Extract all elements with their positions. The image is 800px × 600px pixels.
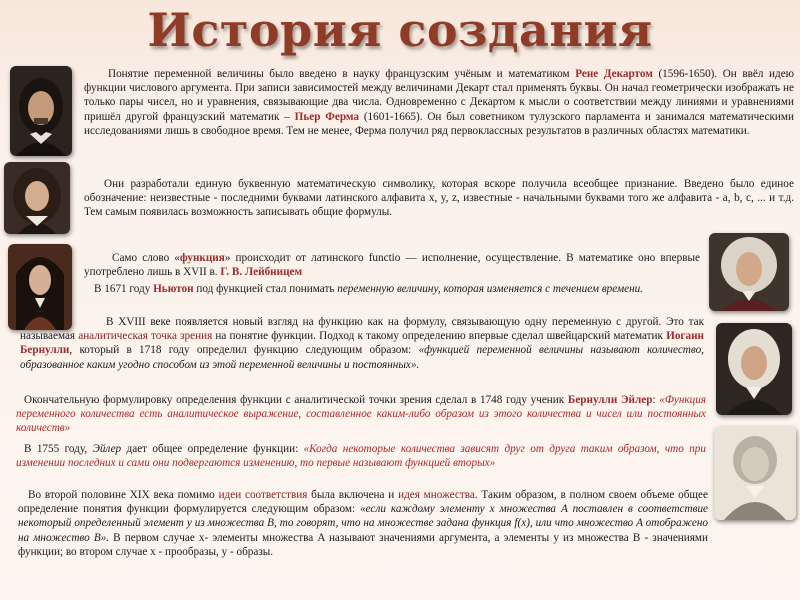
text: В XVIII веке появляется новый взгляд на функцию как на формулу, связывающую одну переменную с другой. Это так называемая [20,316,704,343]
fermat-portrait [4,162,70,234]
text: Окончательную формулировку определения функции с аналитической точки зрения сделал в 1748 году ученик [24,394,568,406]
name-bernoulli-euler: Бернулли Эйлер [567,394,653,406]
name-descartes: Рене Декартом [575,68,653,80]
text: была включена и [307,489,399,501]
name-euler: Эйлер [92,443,122,455]
paragraph-newton [84,282,696,296]
paragraph-word-function [84,251,700,279]
descartes-portrait [10,66,72,156]
paragraph-symbolics: Они разработали единую буквенную математическую символику, которая вскоре получила всеобщее признание. Введено было единое обозначение: неизвестные - последними буквами латинского алфавита x, y, z, известные - начальными буквами того же алфавита - a, b, c, ... и т.д. Тем самым появилась возможность записывать общие формулы. [84,178,794,219]
text: дает общее определение функции: [121,443,304,455]
johann-bernoulli-portrait [716,323,792,415]
paragraph-descartes-fermat [84,67,794,138]
paragraph-euler-1748 [16,393,706,436]
newton-portrait [709,233,789,311]
name-newton: Ньютон [153,283,194,295]
newton-definition: переменную величину, которая изменяется с течением времени. [337,283,644,295]
bernoulli-quote: «функцией переменной величины называют количество, образованное каким угодно способом из этой переменной величины и постоянных». [20,344,704,371]
text: В 1755 году, [24,443,93,455]
text: (1601-1665). Он был советником тулузского парламента и занимался математическими исследованиями лишь в свободное время. Тем не менее, Ферма получил ряд первоклассных результатов в различных областях математики. [84,110,794,137]
text: , который в 1718 году определил функцию следующим образом: [69,344,419,357]
text: . Таким образом, в полном своем объеме общее определение понятия функции формулируется следующим образом: [18,489,708,516]
text: (1596-1650). Он ввёл идею функции числового аргумента. При записи зависимостей между величинами Декарт стал применять буквы. Он начал геометрически изображать не только пары чисел, но и уравнения, связывающие два числа. Одновременно с Декартом к мысли о соответствии между линиями и уравнениями пришёл другой французский математик – [84,68,795,123]
term-set: идея множества [398,489,475,501]
page-title: История создания [147,3,653,57]
euler-1748-quote: «Функция переменного количества есть аналитическое выражение, составленное каким-либо образом из этого количества и чисел или постоянных количеств» [16,394,707,435]
text: Во второй половине XIX века помимо [28,489,219,501]
euler-portrait [714,426,796,520]
name-leibniz: Г. В. Лейбницем [220,266,303,279]
text: Само слово « [112,252,180,264]
term-analytic: аналитическая точка зрения [78,330,213,343]
text: : [652,394,660,406]
term-correspondence: идеи соответствия [218,489,308,501]
paragraph-xix-century [18,488,708,559]
text: В первом случае x- элементы множества A называют значениями аргумента, а элементы y из множества B - значениями функции; во втором случае x - прообразы, y - образы. [18,531,708,558]
paragraph-bernoulli [20,315,704,372]
name-johann-bernoulli: Иоганн Бернулли [20,330,704,357]
text: » происходит от латинского functio — исполнение, осуществление. В математике оно впервые употреблено лишь в XVII в. [84,252,700,279]
euler-1755-quote: «Когда некоторые количества зависят друг от друга таким образом, что при изменении последних и сами они подвергаются изменению, то первые называют функцией вторых» [16,443,706,470]
text: В 1671 году [94,283,154,295]
set-definition-quote: «если каждому элементу x множества A поставлен в соответствие некоторый определенный элемент y из множества B, то говорят, что на множестве задана функция f(x), или что множество A отображено на множество B». [18,503,709,544]
text: Понятие переменной величины было введено в науку французским учёным и математиком [108,68,576,80]
name-fermat: Пьер Ферма [294,110,360,123]
paragraph-euler-1755 [16,442,706,470]
text: на понятие функции. Подход к такому определению впервые сделал швейцарский математик [212,330,667,343]
text: под функцией стал понимать [193,283,338,295]
word-function: функция [179,252,225,264]
